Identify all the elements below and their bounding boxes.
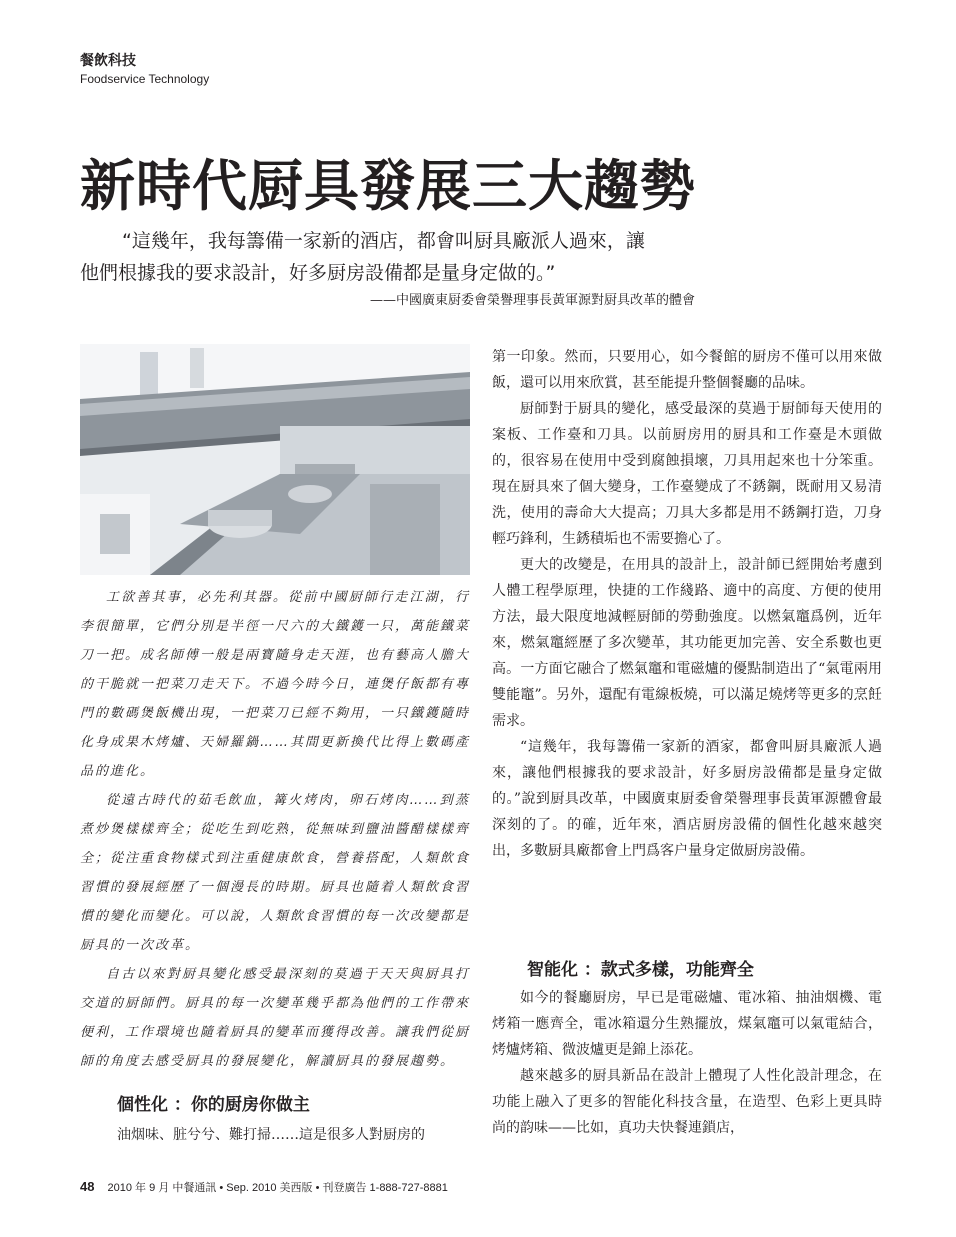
pull-quote: [80, 225, 720, 289]
left-paragraph: 自古以來對厨具變化感受最深刻的莫過于天天與厨具打交道的厨師們。厨具的每一次變革幾乎都為他們的工作帶來便利，工作環境也隨着厨具的變革而獲得改善。讓我們從厨師的角度去感受厨具的發展變化，解讀厨具的發展趨勢。: [80, 967, 471, 1069]
right-paragraph: 越來越多的厨具新品在設計上體現了人性化設計理念，在功能上融入了更多的智能化科技含量，在造型、色彩上更具時尚的韵味——比如，真功夫快餐連鎖店，: [492, 1068, 882, 1136]
left-paragraph: 工欲善其事，必先利其器。從前中國厨師行走江湖，行李很簡單，它們分別是半徑一尺六的大鐵鑊一只，萬能鐵菜刀一把。成名師傅一般是兩寶隨身走天涯，也有藝高人膽大的干脆就一把菜刀走天下。不過今時今日，連煲仔飯都有專門的數碼煲飯機出現，一把菜刀已經不夠用，一只鐵鑊隨時化身成果木烤爐、天婦羅鍋……其間更新換代比得上數碼產品的進化。: [80, 590, 471, 779]
right-paragraph: 如今的餐廳厨房，早已是電磁爐、電冰箱、抽油烟機、電烤箱一應齊全，電冰箱還分生熟擺放，煤氣竈可以氣電結合，烤爐烤箱、微波爐更是錦上添花。: [492, 990, 882, 1058]
right-paragraph-continued: 第一印象。然而，只要用心，如今餐館的厨房不僅可以用來做飯，還可以用來欣賞，甚至能提升整個餐廳的品味。: [492, 349, 882, 391]
kitchen-illustration: [80, 344, 470, 575]
left-column-body: [80, 583, 470, 1076]
page-number: 48: [80, 1179, 95, 1194]
section-label-zh: 餐飲科技: [80, 53, 136, 69]
kitchen-photo: [80, 344, 470, 575]
heading-personalization: 個性化 ：你的厨房你做主: [117, 1095, 310, 1115]
article-title: 新時代厨具發展三大趨勢: [80, 153, 697, 218]
right-paragraph: 厨師對于厨具的變化，感受最深的莫過于厨師每天使用的案板、工作臺和刀具。以前厨房用的厨具和工作臺是木頭做的，很容易在使用中受到腐蝕損壞，刀具用起來也十分笨重。現在厨具來了個大變身，工作臺變成了不銹鋼，既耐用又易清洗，使用的壽命大大提高；刀具大多都是用不銹鋼打造，刀身輕巧鋒利，生銹積垢也不需要擔心了。: [492, 401, 882, 547]
footer-text: 2010 年 9 月 中餐通訊 • Sep. 2010 美西版 • 刊登廣告 1-888-727-8881: [107, 1182, 448, 1194]
left-tail-paragraph: 油烟味、脏兮兮、難打掃……這是很多人對厨房的: [117, 1127, 425, 1143]
right-paragraph: 更大的改變是，在用具的設計上，設計師已經開始考慮到人體工程學原理，快捷的工作綫路、適中的高度、方便的使用方法，最大限度地減輕厨師的勞動強度。以燃氣竈爲例，近年來，燃氣竈經歷了多次變革，其功能更加完善、安全系數也更高。一方面它融合了燃氣竈和電磁爐的優點制造出了“氣電兩用雙能竈”。另外，還配有電線板燒，可以滿足燒烤等更多的烹飪需求。: [492, 557, 882, 729]
quote-attribution: ——中國廣東厨委會榮譽理事長黃軍源對厨具改革的體會: [370, 293, 696, 308]
right-column-body: [492, 344, 882, 864]
left-paragraph: 從遠古時代的茹毛飲血，篝火烤肉，卵石烤肉……到蒸煮炒煲樣樣齊全；從吃生到吃熟，從無味到鹽油醬醋樣樣齊全；從注重食物樣式到注重健康飲食，營養搭配，人類飲食習慣的發展經歷了一個漫長的時期。厨具也隨着人類飲食習慣的變化而變化。可以說，人類飲食習慣的每一次改變都是厨具的一次改革。: [80, 793, 471, 953]
right-paragraph: “這幾年，我每籌備一家新的酒家，都會叫厨具廠派人過來，讓他們根據我的要求設計，好多厨房設備都是量身定做的。”說到厨具改革，中國廣東厨委會榮譽理事長黃軍源體會最深刻的了。的確，近年來，酒店厨房設備的個性化越來越突出，多數厨具廠都會上門爲客户量身定做厨房設備。: [492, 739, 882, 859]
right-column-body-2: [492, 985, 882, 1141]
page-footer: [80, 1179, 448, 1195]
pull-quote-line-1: “這幾年，我每籌備一家新的酒店，都會叫厨具廠派人過來，讓: [122, 230, 645, 252]
section-label-en: Foodservice Technology: [80, 72, 210, 86]
heading-intelligent: 智能化 ：款式多樣，功能齊全: [527, 960, 754, 980]
pull-quote-line-2: 他們根據我的要求設計，好多厨房設備都是量身定做的。”: [80, 262, 556, 284]
